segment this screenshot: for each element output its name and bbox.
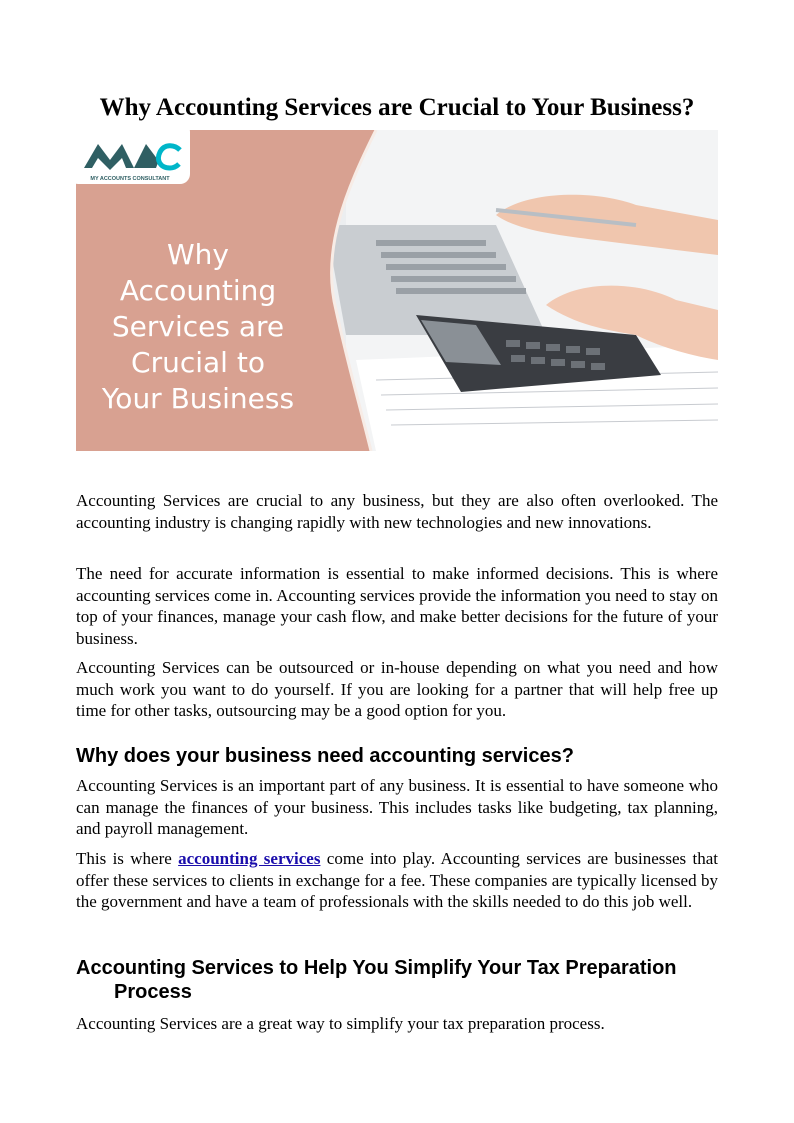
accounting-services-link[interactable]: accounting services: [178, 849, 321, 868]
intro-paragraph-1: Accounting Services are crucial to any business, but they are also often overlooked. The accounting industry is changing rapidly with new technologies and new innovations.: [76, 491, 718, 532]
banner-line-3: Services are: [111, 310, 285, 343]
banner-line-4: Crucial to: [131, 346, 265, 379]
section1-paragraph-1: Accounting Services is an important part of any business. It is essential to have someone who can manage the finances of your business. This includes tasks like budgeting, tax planning, and payroll management.: [76, 776, 718, 838]
section1-text-before-link: This is where: [76, 849, 179, 868]
logo-caption: MY ACCOUNTS CONSULTANT: [90, 176, 170, 182]
banner-line-2: Accounting: [119, 274, 277, 307]
page-title: Why Accounting Services are Crucial to Your Business?: [99, 94, 695, 121]
section-heading-tax-preparation: [76, 956, 718, 1004]
section-heading-why-need: Why does your business need accounting services?: [76, 745, 574, 767]
intro-paragraph-2: The need for accurate information is essential to make informed decisions. This is where accounting services come in. Accounting services provide the information you need to stay on top of your finances, manage your cash flow, and make better decisions for the future of your business.: [76, 564, 718, 648]
intro-paragraph-3: Accounting Services can be outsourced or in-house depending on what you need and how much work you want to do yourself. If you are looking for a partner that will help free up time for other tasks, outsourcing may be a good option for you.: [76, 658, 718, 720]
section1-paragraph-2: [76, 848, 718, 913]
banner-illustration: [76, 130, 718, 451]
section1-text-after-link: come into play. Accounting services are businesses that offer these services to clients in exchange for a fee. These companies are typically licensed by the government and have a team of professionals with the skills needed to do this job well.: [76, 849, 719, 911]
section2-paragraph-1: Accounting Services are a great way to simplify your tax preparation process.: [76, 1014, 605, 1033]
banner-line-5: Your Business: [101, 382, 295, 415]
section2-heading-line-2: Process: [114, 981, 192, 1003]
section2-heading-line-1: Accounting Services to Help You Simplify Your Tax Preparation: [76, 957, 677, 979]
banner-line-1: Why: [166, 238, 230, 271]
hero-banner: [76, 130, 718, 451]
